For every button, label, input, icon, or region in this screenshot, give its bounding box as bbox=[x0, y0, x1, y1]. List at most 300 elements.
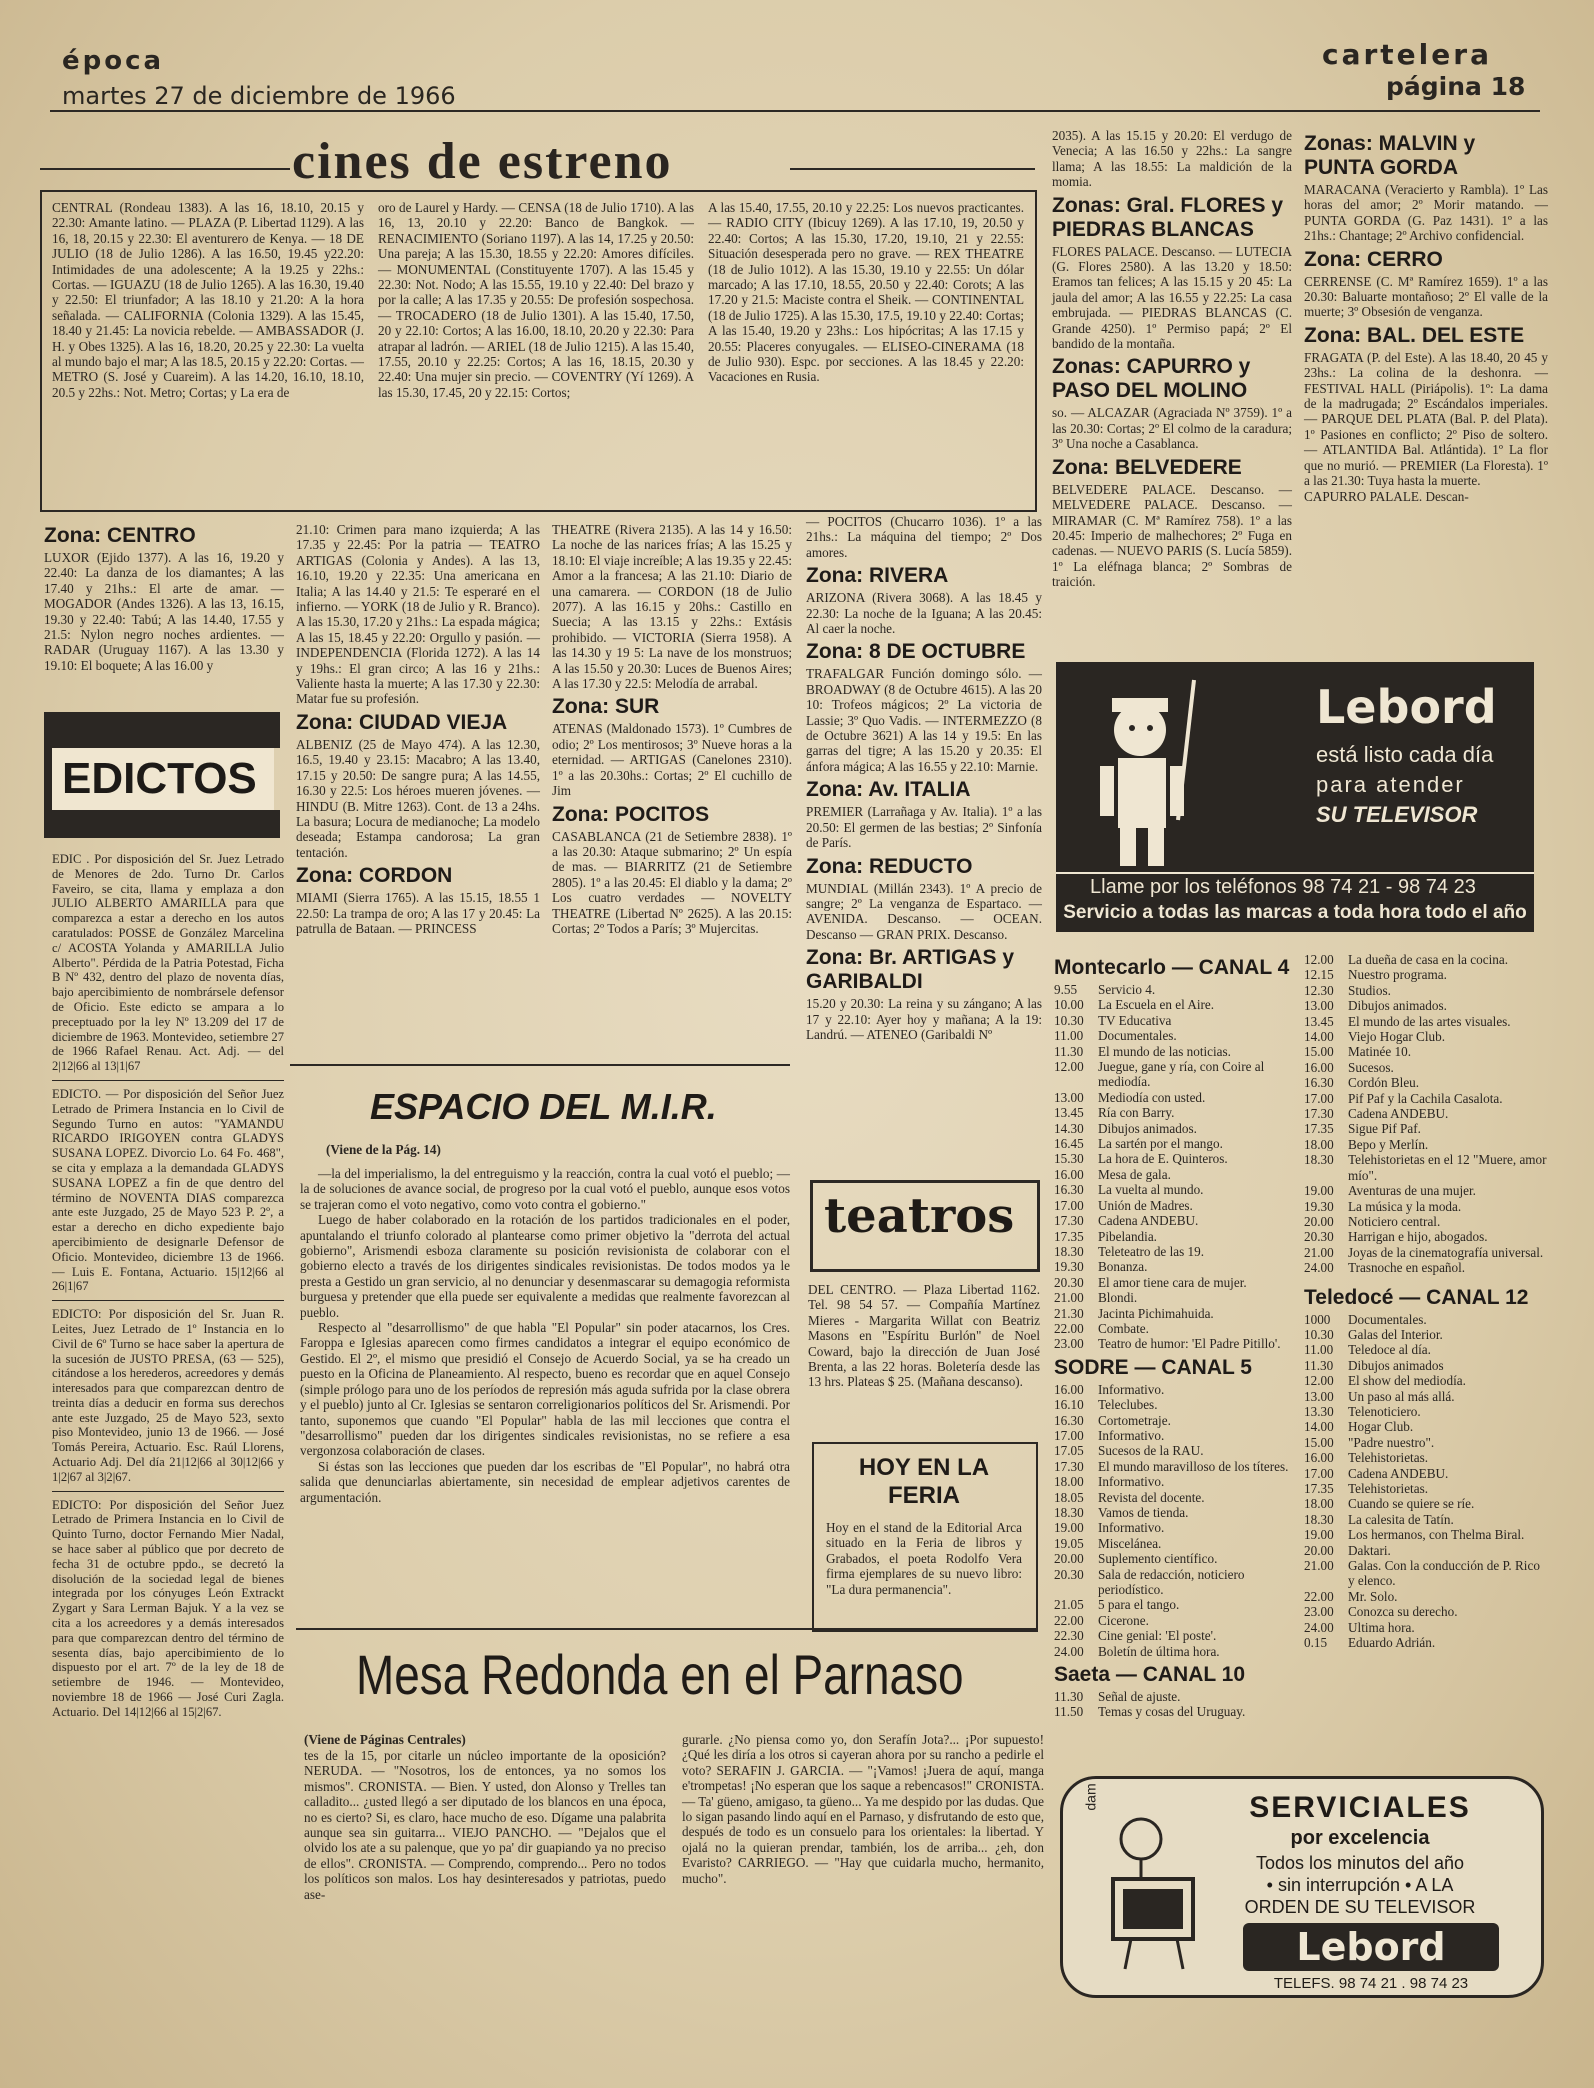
program-row bbox=[1054, 1443, 1298, 1458]
program-title: La vuelta al mundo. bbox=[1098, 1182, 1204, 1198]
program-title: Dibujos animados. bbox=[1348, 998, 1447, 1014]
program-row bbox=[1054, 1275, 1298, 1290]
program-row bbox=[1304, 1029, 1548, 1044]
montecarlo-list bbox=[1054, 982, 1298, 1352]
teledoce-title: Teledocé — CANAL 12 bbox=[1304, 1285, 1529, 1309]
program-title: Eduardo Adrián. bbox=[1348, 1635, 1436, 1651]
program-row bbox=[1304, 1327, 1548, 1342]
program-time: 17.00 bbox=[1054, 1197, 1084, 1213]
program-time: 13.45 bbox=[1054, 1105, 1084, 1121]
program-row bbox=[1054, 1121, 1298, 1136]
program-title: Cine genial: 'El poste'. bbox=[1098, 1628, 1217, 1644]
program-title: Daktari. bbox=[1348, 1542, 1391, 1558]
program-time: 16.00 bbox=[1054, 1381, 1084, 1397]
edicto-2: EDICTO. — Por disposición del Señor Juez Letrado de Primera Instancia en lo Civil de Segundo Turno en autos: "YAMANDU RICARDO IRIGOYEN contra GLADYS SUSANA LOPEZ. Divorcio Lo. 64 Fo. 468", se cita y emplaza a la demandada GLADYS SUSANA LOPEZ a fin de que dentro del término de NOVENTA DIAS comparezca ante este Juzgado, 25 de Mayo 523 P. 2º, a estar a derecho en dicho expediente bajo apercibimiento de designarle Defensor de Oficio. Montevideo, diciembre 13 de 1966. — Luis E. Fontana, Actuario. 15|12|66 al 26|1|67 bbox=[52, 1086, 284, 1294]
program-row bbox=[1304, 983, 1548, 998]
edicto-divider bbox=[52, 1080, 284, 1081]
zone-belvedere-text: BELVEDERE PALACE. Descanso. — MELVEDERE PALACE. Descanso. — MIRAMAR (C. Mª Ramírez 758). 1º a las 20.45: Imperio de malhechores; 2º Fuga en cadenas. — NUEVO PARIS (S. Lucía 5859). 1º La eléfnaga blanca; 2º Sombras de traición. bbox=[1052, 481, 1292, 590]
program-row bbox=[1054, 1397, 1298, 1412]
teatros-text: DEL CENTRO. — Plaza Libertad 1162. Tel. 98 54 57. — Compañía Martínez Mieres - Margarita Willat con Beatriz Masons en "Espíritu Burlón" de Noel Coward, bajo la dirección de Juan José Brenta, a las 22 horas. Boletería desde las 13 hrs. Plateas $ 25. (Mañana descanso). bbox=[808, 1282, 1040, 1390]
program-row bbox=[1054, 1644, 1298, 1659]
program-time: 24.00 bbox=[1304, 1260, 1334, 1276]
program-row bbox=[1304, 1214, 1548, 1229]
program-time: 13.45 bbox=[1304, 1013, 1334, 1029]
saeta-list bbox=[1054, 1689, 1298, 1720]
program-row bbox=[1304, 1342, 1548, 1357]
program-title: Dibujos animados. bbox=[1098, 1120, 1197, 1136]
program-title: La música y la moda. bbox=[1348, 1198, 1462, 1214]
program-row bbox=[1304, 1635, 1548, 1650]
program-time: 12.00 bbox=[1304, 952, 1334, 967]
zone-cordon-text: MIAMI (Sierra 1765). A las 15.15, 18.55 1 22.50: La trampa de oro; A las 17 y 20.45: La patrulla de Bataan. — PRINCESS bbox=[296, 890, 540, 936]
program-title: Señal de ajuste. bbox=[1098, 1689, 1181, 1705]
program-title: Viejo Hogar Club. bbox=[1348, 1029, 1445, 1045]
program-title: Informativo. bbox=[1098, 1381, 1165, 1397]
program-row bbox=[1054, 1136, 1298, 1151]
program-title: Unión de Madres. bbox=[1098, 1197, 1193, 1213]
program-title: Informativo. bbox=[1098, 1520, 1165, 1536]
col-3-cines bbox=[552, 522, 792, 936]
program-title: Mr. Solo. bbox=[1348, 1588, 1398, 1604]
zone-pocitos-title: Zona: POCITOS bbox=[552, 802, 710, 826]
program-row bbox=[1304, 998, 1548, 1013]
zone-rivera-title: Zona: RIVERA bbox=[806, 564, 949, 588]
program-row bbox=[1054, 1413, 1298, 1428]
program-time: 12.30 bbox=[1304, 982, 1334, 998]
program-row bbox=[1304, 1450, 1548, 1465]
tv-montecarlo bbox=[1054, 952, 1298, 1720]
program-title: La Escuela en el Aire. bbox=[1098, 997, 1215, 1013]
program-time: 18.05 bbox=[1054, 1489, 1084, 1505]
program-row bbox=[1304, 1419, 1548, 1434]
program-row bbox=[1054, 1044, 1298, 1059]
section-name: cartelera bbox=[1322, 38, 1492, 71]
program-row bbox=[1054, 1306, 1298, 1321]
program-row bbox=[1054, 1013, 1298, 1028]
program-time: 22.00 bbox=[1054, 1320, 1084, 1336]
program-title: Pibelandia. bbox=[1098, 1228, 1157, 1244]
program-row bbox=[1054, 1198, 1298, 1213]
program-row bbox=[1054, 1551, 1298, 1566]
program-row bbox=[1054, 1567, 1298, 1598]
program-time: 22.00 bbox=[1304, 1588, 1334, 1604]
program-row bbox=[1054, 1382, 1298, 1397]
program-title: Hogar Club. bbox=[1348, 1419, 1414, 1435]
serviciales-ad bbox=[1060, 1776, 1544, 1998]
program-title: Pif Paf y la Cachila Casalota. bbox=[1348, 1090, 1503, 1106]
program-time: 16.00 bbox=[1304, 1450, 1334, 1466]
zone-pocitos-text: CASABLANCA (21 de Setiembre 2838). 1º a las 20.30: Ataque submarino; 2º Un espía de mas. — BIARRITZ (21 de Setiembre 2805). 1º a las 20.45: El diablo y la dama; 2º Los cuatro verdades — NOVELTY THEATRE (Libertad Nº 2625). A las 20.15: Cortas; 2º Todos a París; 3º Mujercitas. bbox=[552, 828, 792, 936]
program-title: Cortometraje. bbox=[1098, 1412, 1171, 1428]
program-row bbox=[1054, 1151, 1298, 1166]
zone-artigas-title: Zona: Br. ARTIGAS y GARIBALDI bbox=[806, 946, 1015, 994]
zone-capurro-title: Zonas: CAPURRO y PASO DEL MOLINO bbox=[1052, 355, 1251, 403]
tv-montecarlo-cont bbox=[1304, 952, 1548, 1650]
program-title: Studios. bbox=[1348, 982, 1391, 998]
edicto-4: EDICTO: Por disposición del Señor Juez Letrado de Primera Instancia en lo Civil de Quinto Turno, doctor Fernando Mier Nadal, se hace saber al público que por decreto de fecha 31 de octubre ppdo., se decretó la disolución de la sociedad legal de bienes integrada por los cónyuges León Extrackt Zygart y Sara Lerman Bajuk. Y a la vez se cita a los acreedores y a demás interesados para que comparezcan dentro del término de sesenta días, bajo apercibimiento de lo dispuesto por el art. 7º de la ley de 18 de setiembre de 1946. — Montevideo, noviembre 18 de 1966 — José Curi Zagla. Actuario. Del 14|12|66 al 15|2|67. bbox=[52, 1497, 284, 1719]
program-time: 15.00 bbox=[1304, 1044, 1334, 1060]
program-title: Cordón Bleu. bbox=[1348, 1075, 1420, 1091]
program-title: Telehistorietas. bbox=[1348, 1450, 1429, 1466]
program-title: La hora de E. Quinteros. bbox=[1098, 1151, 1228, 1167]
program-row bbox=[1304, 1044, 1548, 1059]
program-row bbox=[1304, 1543, 1548, 1558]
program-row bbox=[1304, 1466, 1548, 1481]
program-title: Teledoce al día. bbox=[1348, 1342, 1431, 1358]
program-title: "Padre nuestro". bbox=[1348, 1434, 1435, 1450]
program-title: Informativo. bbox=[1098, 1427, 1165, 1443]
program-time: 21.30 bbox=[1054, 1305, 1084, 1321]
program-time: 14.00 bbox=[1304, 1029, 1334, 1045]
paper-name: época bbox=[62, 46, 165, 76]
program-time: 21.00 bbox=[1304, 1244, 1334, 1260]
capurro-palale: CAPURRO PALALE. Descan- bbox=[1304, 488, 1469, 504]
program-row bbox=[1054, 1459, 1298, 1474]
zone-italia-text: PREMIER (Larrañaga y Av. Italia). 1º a las 20.50: El germen de las bestias; 2º Sinfonía de París. bbox=[806, 804, 1042, 851]
mir-paragraph: Luego de haber colaborado en la rotación de los partidos tradicionales en el poder, apuntalando el triunfo colorado al plantearse como primer objetivo la "derrota del actual gobierno", Arismendi esboza claramente su posición revisionista de colaborar con el gobierno electo a través de los dirigentes sindicales revisionistas. De todos modos ya le presta a Gestido un gran servicio, al no denunciar y desenmascarar su demagogia reformista burguesa y pretender que ella puede ser equivalente a medidas que realmente favorezcan al pueblo. bbox=[300, 1212, 790, 1320]
program-title: Nuestro programa. bbox=[1348, 967, 1447, 983]
estreno-col-3: A las 15.40, 17.55, 20.10 y 22.25: Los nuevos practicantes. — RADIO CITY (Ibicuy 1269). A las 17.10, 19, 20.50 y 22.40: Cortos; A las 15.30, 17.20, 19.10, 21 y 22.55: Situación desesperada pero no grave. — REX THEATRE (18 de Julio 1012). A las 15.30, 19.10 y 22.55: Un dólar marcado; A las 17.10, 18.55, 20.50 y 22.40: Corots; A las 17.20 y 21.5: Maciste contra el Sheik. — CONTINENTAL (18 de Julio 1725). A las 15.30, 17.5, 19.10 y 22.40: Cortas; A las 15.40, 19.20 y 23hs.: Los hipócritas; A las 17.15 y 20.55: Placeres conyugales. — ELISEO-CINERAMA (18 de Julio 930). Espc. por secciones. A las 18.45 y 22.20: Vacaciones en Rusia. bbox=[708, 200, 1024, 385]
program-title: Galas del Interior. bbox=[1348, 1326, 1443, 1342]
program-title: Trasnoche en español. bbox=[1348, 1260, 1466, 1276]
program-row bbox=[1304, 1373, 1548, 1388]
mir-paragraph: Respecto al "desarrollismo" de que habla "El Popular" sin poder atacarnos, los Cres. Faroppa e Iglesias aparecen como firmes candidatos a integrar el equipo económico de Gestido. El 2º, el mismo que presidió el Consejo de Acuerdo Social, ya se ha creado un puesto en la Oficina de Planeamiento. Al respecto, bueno es recordar que en aquel Consejo (simple prólogo para uno de los períodos de represión más aguda sufrida por la clase obrera y el pueblo) junto al Cr. Iglesias se sentaron correligionarios políticos del Sr. Arismendi. Por tanto, suponemos que cuando "El Popular" habla de las mil lecciones que contra el "desarrollismo" pueden dar los dirigentes sindicales revisionistas, no se refiere a esa vergonzosa colaboración de clases. bbox=[300, 1320, 790, 1459]
program-time: 20.00 bbox=[1304, 1542, 1334, 1558]
edicto-divider bbox=[52, 1300, 284, 1301]
serviciales-line-1: Todos los minutos del año bbox=[1255, 1853, 1465, 1873]
page-number: página 18 bbox=[1386, 72, 1526, 101]
program-time: 19.05 bbox=[1054, 1535, 1084, 1551]
program-row bbox=[1304, 1620, 1548, 1635]
program-time: 22.30 bbox=[1054, 1628, 1084, 1644]
zone-reducto-text: MUNDIAL (Millán 2343). 1º A precio de sangre; 2º La venganza de Espartaco. — AVENIDA. Descanso. — OCEAN. Descanso — GRAN PRIX. Descanso. bbox=[806, 880, 1042, 942]
program-time: 10.30 bbox=[1054, 1012, 1084, 1028]
program-title: Bonanza. bbox=[1098, 1259, 1148, 1275]
lebord-divider bbox=[1056, 872, 1534, 874]
program-title: Cadena ANDEBU. bbox=[1348, 1106, 1449, 1122]
edicto-1: EDIC . Por disposición del Sr. Juez Letrado de Menores de 2do. Turno Dr. Carlos Faveiro, se cita, llama y emplaza a don JULIO ALBERTO AMARILLA para que comparezca a estar a derecho en los autos caratulados: POSSE de González Marcelina c/ ACOSTA Yolanda y AMARILLA Julio Alberto". Pérdida de la Patria Potestad, Ficha B Nº 432, dentro del plazo de noventa días, bajo apercibimiento de nombrársele defensor de Oficio. Este edicto se ampara a lo preceptuado por la ley Nº 13.209 del 17 de diciembre de 1963. Montevideo, setiembre 27 de 1966 Rafael Renau. Act. Adj. — del 2|12|66 al 13|1|67 bbox=[52, 852, 284, 1074]
program-title: La sartén por el mango. bbox=[1098, 1136, 1223, 1152]
program-time: 18.00 bbox=[1304, 1136, 1334, 1152]
edictos-title: EDICTOS bbox=[44, 748, 274, 810]
program-row bbox=[1304, 1106, 1548, 1121]
program-row bbox=[1054, 1704, 1298, 1719]
program-row bbox=[1054, 1259, 1298, 1274]
serviciales-sub: por excelencia bbox=[1290, 1827, 1430, 1849]
program-time: 17.00 bbox=[1054, 1427, 1084, 1443]
sodre-title: SODRE — CANAL 5 bbox=[1054, 1355, 1252, 1379]
program-time: 17.35 bbox=[1304, 1121, 1334, 1137]
program-title: Telehistorietas en el 12 "Muere, amor mío". bbox=[1348, 1152, 1547, 1183]
program-title: Harrigan e hijo, abogados. bbox=[1348, 1229, 1488, 1245]
program-row bbox=[1304, 1183, 1548, 1198]
program-row bbox=[1054, 1505, 1298, 1520]
program-row bbox=[1304, 1245, 1548, 1260]
lebord-line-1: está listo cada día bbox=[1316, 742, 1494, 767]
program-row bbox=[1054, 1321, 1298, 1336]
sodre-list bbox=[1054, 1382, 1298, 1659]
header-rule bbox=[50, 110, 1540, 112]
program-time: 19.00 bbox=[1304, 1183, 1334, 1199]
program-time: 18.00 bbox=[1304, 1496, 1334, 1512]
program-row bbox=[1304, 1199, 1548, 1214]
program-title: Mediodía con usted. bbox=[1098, 1089, 1206, 1105]
program-row bbox=[1054, 1613, 1298, 1628]
program-time: 24.00 bbox=[1304, 1619, 1334, 1635]
program-time: 12.00 bbox=[1054, 1059, 1084, 1075]
zone-malvin-title: Zonas: MALVIN y PUNTA GORDA bbox=[1304, 132, 1476, 179]
program-title: El show del mediodía. bbox=[1348, 1373, 1466, 1389]
program-row bbox=[1304, 1137, 1548, 1152]
program-time: 21.05 bbox=[1054, 1597, 1084, 1613]
zone-este-title: Zona: BAL. DEL ESTE bbox=[1304, 323, 1525, 347]
program-row bbox=[1054, 1536, 1298, 1551]
ad-tag: dam bbox=[1082, 1783, 1099, 1811]
program-title: Ultima hora. bbox=[1348, 1619, 1415, 1635]
program-row bbox=[1304, 1091, 1548, 1106]
serviciales-brand: Lebord bbox=[1243, 1923, 1499, 1971]
issue-date: martes 27 de diciembre de 1966 bbox=[62, 82, 456, 110]
edicto-3: EDICTO: Por disposición del Sr. Juan R. Leites, Juez Letrado de 1º Instancia en lo Civil de 6º Turno se hace saber la apertura de la sucesión de JUSTO PRESA, (63 — 525), citándose a los herederos, acreedores y demás interesados para que comparezcan dentro de treinta días a deducir en forma sus derechos ante este Juzgado, 25 de Mayo 523, sexto piso Montevideo, junio 13 de 1966. — José Tomás Pereira, Actuario. Esc. Raúl Llorens, Actuario Adj. Del día 21|12|66 al 30|12|66 y 1|2|67 al 3|2|67. bbox=[52, 1307, 284, 1484]
parnaso-rule bbox=[296, 1628, 1036, 1630]
program-title: Documentales. bbox=[1348, 1311, 1427, 1327]
program-title: Informativo. bbox=[1098, 1474, 1165, 1490]
program-title: Bepo y Merlín. bbox=[1348, 1136, 1429, 1152]
program-time: 23.00 bbox=[1304, 1604, 1334, 1620]
program-title: Matinée 10. bbox=[1348, 1044, 1411, 1060]
col-4-cines bbox=[806, 514, 1042, 1042]
edictos-bar-bottom bbox=[44, 810, 280, 838]
saeta-title: Saeta — CANAL 10 bbox=[1054, 1663, 1246, 1687]
program-title: Ría con Barry. bbox=[1098, 1105, 1175, 1121]
program-title: Los hermanos, con Thelma Biral. bbox=[1348, 1527, 1525, 1543]
program-time: 19.30 bbox=[1054, 1259, 1084, 1275]
program-row bbox=[1304, 1075, 1548, 1090]
program-title: Juegue, gane y ría, con Coire al mediodía. bbox=[1098, 1059, 1265, 1090]
program-title: Servicio 4. bbox=[1098, 982, 1156, 997]
program-row bbox=[1054, 1474, 1298, 1489]
program-time: 11.30 bbox=[1054, 1043, 1084, 1059]
program-time: 16.10 bbox=[1054, 1397, 1084, 1413]
parnaso-title: Mesa Redonda en el Parnaso bbox=[356, 1643, 964, 1706]
program-time: 24.00 bbox=[1054, 1643, 1084, 1659]
program-time: 13.00 bbox=[1304, 1388, 1334, 1404]
zone-rivera-text: ARIZONA (Rivera 3068). A las 18.45 y 22.30: La noche de la Iguana; A las 20.45: Al caer la noche. bbox=[806, 590, 1042, 637]
serviciales-phone: TELEFS. 98 74 21 . 98 74 23 bbox=[1273, 1975, 1469, 1992]
zone-reducto-title: Zona: REDUCTO bbox=[806, 854, 973, 878]
program-row bbox=[1304, 1014, 1548, 1029]
program-time: 11.00 bbox=[1054, 1028, 1084, 1044]
program-title: Blondi. bbox=[1098, 1290, 1138, 1306]
zone-centro-text: LUXOR (Ejido 1377). A las 16, 19.20 y 22.40: La danza de los diamantes; A las 17.40 y 21hs.: El arte de amar. — MOGADOR (Andes 1326). A las 13, 16.15, 19.30 y 22.40: Tabú; A las 14.40, 17.55 y 21.5: Nylon negro noches ardientes. — RADAR (Uruguay 1167). A las 13.30 y 19.10: El boquete; A las 16.00 y bbox=[44, 550, 284, 673]
program-time: 17.35 bbox=[1304, 1481, 1334, 1496]
program-time: 15.30 bbox=[1054, 1151, 1084, 1167]
program-title: Revista del docente. bbox=[1098, 1489, 1205, 1505]
teledoce-list bbox=[1304, 1312, 1548, 1651]
program-time: 14.30 bbox=[1054, 1120, 1084, 1136]
program-row bbox=[1304, 1358, 1548, 1373]
program-time: 10.30 bbox=[1304, 1326, 1334, 1342]
program-time: 16.45 bbox=[1054, 1136, 1084, 1152]
program-title: 5 para el tango. bbox=[1098, 1597, 1180, 1613]
program-row bbox=[1054, 1090, 1298, 1105]
zone-sur-text: ATENAS (Maldonado 1573). 1º Cumbres de odio; 2º Los mentirosos; 3º Nueve horas a la eternidad. — ARTIGAS (Canelones 2310). 1º a las 20.30hs.: Cortas; 2º El cuchillo de Jim bbox=[552, 721, 792, 799]
program-time: 1000 bbox=[1304, 1311, 1331, 1327]
program-time: 11.50 bbox=[1054, 1704, 1084, 1720]
program-row bbox=[1304, 1260, 1548, 1275]
program-time: 17.00 bbox=[1304, 1465, 1334, 1481]
program-row bbox=[1054, 1182, 1298, 1197]
zone-ciudad-vieja-title: Zona: CIUDAD VIEJA bbox=[296, 710, 508, 734]
program-row bbox=[1304, 1481, 1548, 1496]
program-title: Sucesos. bbox=[1348, 1059, 1394, 1075]
program-time: 11.30 bbox=[1054, 1689, 1084, 1705]
program-time: 20.00 bbox=[1304, 1213, 1334, 1229]
program-time: 12.00 bbox=[1304, 1373, 1334, 1389]
zone-flores-text: FLORES PALACE. Descanso. — LUTECIA (G. Flores 2580). A las 13.20 y 18.50: Eramos tan felices; A las 15.15 y 20 45: La jaula del amor; A las 16.55 y 22.25: La casa embrujada. — PIEDRAS BLANCAS (C. Grande 4250). 1º Permiso papá; 2º El bandido de la montaña. bbox=[1052, 243, 1292, 352]
lebord-ad bbox=[1056, 662, 1534, 932]
program-time: 17.05 bbox=[1054, 1443, 1084, 1459]
program-title: Temas y cosas del Uruguay. bbox=[1098, 1704, 1246, 1720]
program-title: Cadena ANDEBU. bbox=[1348, 1465, 1449, 1481]
edictos-bar-top bbox=[44, 712, 280, 748]
mir-paragraph: —la del imperialismo, la del entreguismo y la reacción, contra la cual votó el pueblo; —la de soluciones de avance social, de progreso por la cual votó el pueblo, aunque esos votos se trajeran como el voto negativo, como voto contra el gobierno." bbox=[300, 1166, 790, 1212]
program-row bbox=[1054, 1336, 1298, 1351]
lebord-brand: Lebord bbox=[1316, 680, 1497, 734]
program-row bbox=[1304, 1558, 1548, 1589]
program-time: 19.00 bbox=[1304, 1527, 1334, 1543]
zone-cerro-text: CERRENSE (C. Mª Ramírez 1659). 1º a las 20.30: Baluarte montañoso; 2º El valle de la muerte; 3º Obsesión de venganza. bbox=[1304, 273, 1548, 320]
program-time: 21.00 bbox=[1054, 1290, 1084, 1306]
program-time: 16.30 bbox=[1054, 1182, 1084, 1198]
program-title: El mundo de las noticias. bbox=[1098, 1043, 1231, 1059]
col-4-cont: — POCITOS (Chucarro 1036). 1º a las 21hs.: La máquina del tiempo; 2º Dos amores. bbox=[806, 514, 1042, 560]
program-time: 18.30 bbox=[1054, 1243, 1084, 1259]
program-row bbox=[1304, 1589, 1548, 1604]
program-time: 14.00 bbox=[1304, 1419, 1334, 1435]
program-time: 11.30 bbox=[1304, 1357, 1334, 1373]
program-row bbox=[1054, 982, 1298, 997]
program-time: 20.00 bbox=[1054, 1551, 1084, 1567]
program-time: 18.30 bbox=[1304, 1152, 1334, 1168]
program-row bbox=[1054, 1290, 1298, 1305]
montecarlo-list-2 bbox=[1304, 952, 1548, 1276]
program-time: 19.00 bbox=[1054, 1520, 1084, 1536]
zone-cerro-title: Zona: CERRO bbox=[1304, 247, 1443, 271]
program-title: La calesita de Tatín. bbox=[1348, 1511, 1454, 1527]
program-title: Un paso al más allá. bbox=[1348, 1388, 1455, 1404]
program-row bbox=[1304, 1312, 1548, 1327]
program-row bbox=[1054, 1689, 1298, 1704]
program-row bbox=[1054, 1167, 1298, 1182]
parnaso-col-1: tes de la 15, por citarle un núcleo importante de la oposición? NERUDA. — "Nosotros, los de entonces, ya no somos los mismos". CRONISTA. — Bien. Y usted, don Alonso y Trelles tan calladito... ¿usted llegó a ser diputado de los blancos en una época, no es cierto? Si, es claro, hace mucho de eso. Dígame una palabrita aunque sea sin guitarra... VIEJO PANCHO. — "Dejalos que el olvido los ate a su palenque, que yo pa' dir guapiando ya no preciso de ellos". CRONISTA. — Comprendo, comprendo... Pero no todos los políticos son malos. Los hay desinteresados y patriotas, puedo ase- bbox=[304, 1748, 666, 1902]
program-time: 18.00 bbox=[1054, 1474, 1084, 1490]
program-row bbox=[1054, 1244, 1298, 1259]
program-title: Combate. bbox=[1098, 1320, 1149, 1336]
col-3-cont: THEATRE (Rivera 2135). A las 14 y 16.50: La noche de las narices frías; A las 15.25 y 18.10: El viaje increíble; A las 19.35 y 22.45: Amor a la francesa; A las 21.10: Diario de una camarera. — CORDON (18 de Julio 2077). A las 16.15 y 20hs.: Castillo en Suecia; A las 13.15 y 22hs.: Extásis prohibido. — VICTORIA (Sierra 1958). A las 14.30 y 19 5: La nave de los monstruos; A las 15.50 y 20.30: Luces de Buenos Aires; A las 17.30 y 22.5: Melodía de arrabal. bbox=[552, 522, 792, 692]
program-row bbox=[1304, 1152, 1548, 1183]
zone-sur-title: Zona: SUR bbox=[552, 695, 660, 719]
zone-8-octubre-title: Zona: 8 DE OCTUBRE bbox=[806, 640, 1026, 664]
program-title: Suplemento científico. bbox=[1098, 1551, 1218, 1567]
program-time: 16.30 bbox=[1054, 1412, 1084, 1428]
program-title: Sigue Pif Paf. bbox=[1348, 1121, 1421, 1137]
program-time: 17.30 bbox=[1054, 1458, 1084, 1474]
program-row bbox=[1304, 967, 1548, 982]
program-title: Teleteatro de las 19. bbox=[1098, 1243, 1204, 1259]
repairman-illustration bbox=[1070, 670, 1220, 870]
program-title: Telehistorietas. bbox=[1348, 1481, 1429, 1496]
program-time: 16.00 bbox=[1304, 1059, 1334, 1075]
mir-subtitle: (Viene de la Pág. 14) bbox=[326, 1142, 441, 1157]
col-6-cines bbox=[1304, 128, 1548, 504]
lebord-service: Servicio a todas las marcas a toda hora todo el año bbox=[1063, 902, 1527, 923]
program-title: Galas. Con la conducción de P. Rico y elenco. bbox=[1348, 1558, 1540, 1589]
program-row bbox=[1054, 1229, 1298, 1244]
program-title: Vamos de tienda. bbox=[1098, 1505, 1189, 1520]
program-row bbox=[1304, 1512, 1548, 1527]
program-row bbox=[1054, 1028, 1298, 1043]
program-time: 12.15 bbox=[1304, 967, 1334, 983]
program-time: 17.30 bbox=[1054, 1213, 1084, 1229]
edictos-list bbox=[52, 852, 284, 1720]
zone-centro-title: Zona: CENTRO bbox=[44, 524, 196, 547]
col-5-cines bbox=[1052, 128, 1292, 590]
mir-title: ESPACIO DEL M.I.R. bbox=[370, 1086, 717, 1127]
serviciales-title: SERVICIALES bbox=[1249, 1791, 1471, 1824]
montecarlo-title: Montecarlo — CANAL 4 bbox=[1054, 956, 1290, 979]
program-title: El mundo de las artes visuales. bbox=[1348, 1013, 1511, 1029]
program-row bbox=[1054, 1490, 1298, 1505]
program-title: Documentales. bbox=[1098, 1028, 1177, 1044]
mir-article bbox=[300, 1166, 790, 1505]
serviciales-line-3: ORDEN DE SU TELEVISOR bbox=[1244, 1897, 1476, 1917]
program-row bbox=[1304, 1389, 1548, 1404]
zone-ciudad-vieja-text: ALBENIZ (25 de Mayo 474). A las 12.30, 16.5, 19.40 y 23.15: Macabro; A las 13.40, 17.15 y 20.50: De sangre pura; A las 14.55, 16.30 y 22.5: Los héroes mueren jóvenes. — HINDU (B. Mitre 1263). Cont. de 13 a 24hs. La basura; Locura de medianoche; La modelo deseada; Estampa candorosa; La gran tentación. bbox=[296, 736, 540, 860]
zone-artigas-text: 15.20 y 20.30: La reina y su zángano; A las 17 y 22.10: Ayer hoy y mañana; A la 19: Landrú. — ATENEO (Garibaldi Nº bbox=[806, 996, 1042, 1042]
program-title: Dibujos animados bbox=[1348, 1357, 1444, 1373]
program-title: La dueña de casa en la cocina. bbox=[1348, 952, 1508, 967]
estreno-col-1: CENTRAL (Rondeau 1383). A las 16, 18.10, 20.15 y 22.30: Amante latino. — PLAZA (P. Libertad 1129). A las 16, 18, 20.15 y 22.30: El aventurero de Kenya. — 18 DE JULIO (18 de Julio 1286). A las 16.50, 19.45 y22.20: Intimidades de una adolescente; A la 19.25 y 22hs.: Cortas. — IGUAZU (18 de Julio 1265). A las 16.30, 19.40 y 22.50: El triunfador; A las 18.10 y 21.20: A la hora señalada. — CALIFORNIA (Colonia 1329). A las 15.45, 18.40 y 21.45: La novicia rebelde. — AMBASSADOR (J. H. y Obes 1325). A las 16, 18.20, 20.25 y 22.30: La vuelta al mundo bajo el mar; A las 18.5, 20.15 y 22.20: Cortas. — METRO (S. José y Cuareim). A las 14.20, 16.10, 18.10, 20.5 y 22hs.: Not. Metro; Cortas; y La era de bbox=[52, 200, 364, 400]
col-2-cont: 21.10: Crimen para mano izquierda; A las 17.35 y 22.45: Por la patria — TEATRO ARTIGAS (Colonia y Andes). A las 13, 16.10, 19.20 y 22.35: Una americana en Italia; A las 14.40 y 21.5: Te esperaré en el infierno. — YORK (18 de Julio y R. Branco). A las 15.30, 17.20 y 21hs.: La espada mágica; A las 15, 18.45 y 22.20: Orgullo y pasión. — INDEPENDENCIA (Florida 1272). A las 14 y 19hs.: El gran circo; A las 16 y 21hs.: Valiente hasta la muerte; A las 17.30 y 22.30: Matar fue su profesión. bbox=[296, 522, 540, 707]
program-time: 18.30 bbox=[1304, 1511, 1334, 1527]
edicto-divider bbox=[52, 1491, 284, 1492]
lebord-line-2: para atender bbox=[1316, 772, 1465, 797]
mir-rule bbox=[290, 1064, 790, 1066]
program-title: Teatro de humor: 'El Padre Pitillo'. bbox=[1098, 1336, 1281, 1352]
col-5-cont: 2035). A las 15.15 y 20.20: El verdugo de Venecia; A las 16.50 y 22hs.: La sangre llama; A las 18.55: La maldición de la momia. bbox=[1052, 128, 1292, 190]
program-time: 17.35 bbox=[1054, 1228, 1084, 1244]
program-time: 17.00 bbox=[1304, 1090, 1334, 1106]
program-row bbox=[1054, 1520, 1298, 1535]
program-time: 21.00 bbox=[1304, 1558, 1334, 1574]
program-time: 9.55 bbox=[1054, 982, 1078, 997]
program-time: 11.00 bbox=[1304, 1342, 1334, 1358]
program-time: 16.00 bbox=[1054, 1166, 1084, 1182]
estreno-rule-right bbox=[790, 168, 1035, 170]
program-row bbox=[1304, 1404, 1548, 1419]
program-title: Cadena ANDEBU. bbox=[1098, 1213, 1199, 1229]
program-title: Conozca su derecho. bbox=[1348, 1604, 1458, 1620]
program-row bbox=[1054, 1105, 1298, 1120]
program-row bbox=[1304, 1496, 1548, 1511]
feria-text: Hoy en el stand de la Editorial Arca situado en la Feria de libros y Grabados, el poeta Rodolfo Vera firma ejemplares de su nuevo libro: "La dura permanencia". bbox=[826, 1520, 1022, 1597]
zone-malvin-text: MARACANA (Veracierto y Rambla). 1º Las horas del amor; 2º Morir matando. — PUNTA GORDA (G. Paz 1431). 1º a las 21hs.: Chantage; 2º Archivo confidencial. bbox=[1304, 182, 1548, 244]
program-time: 19.30 bbox=[1304, 1198, 1334, 1214]
col-2-cines bbox=[296, 522, 540, 936]
program-row bbox=[1304, 1435, 1548, 1450]
program-title: Noticiero central. bbox=[1348, 1213, 1441, 1229]
